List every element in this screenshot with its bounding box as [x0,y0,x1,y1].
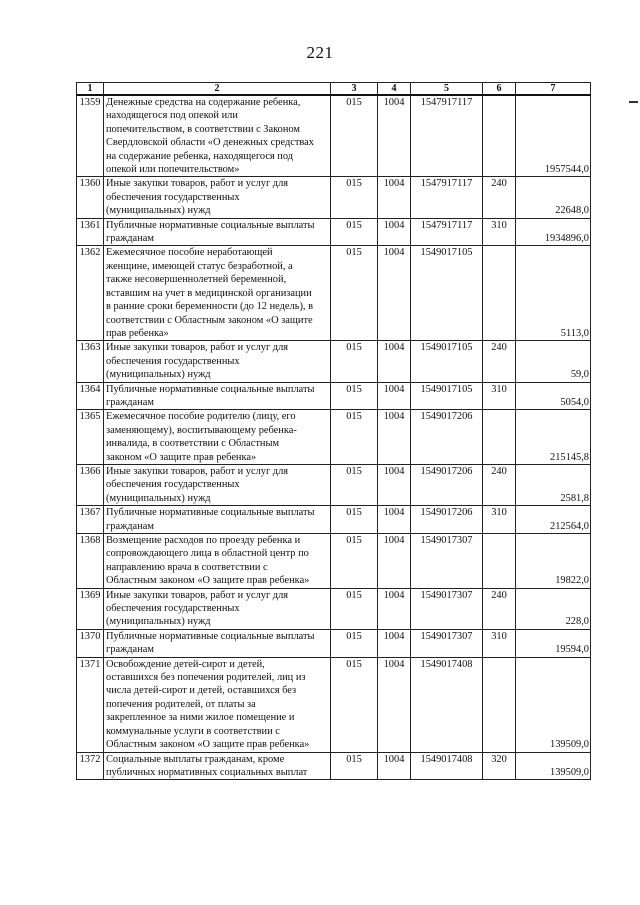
ministry-code: 015 [331,177,378,218]
row-description [104,588,331,629]
target-article-code: 1549017307 [411,534,483,589]
table-row [77,410,591,465]
description-line: Денежные средства на содержание ребенка, [106,97,301,108]
table-row [77,506,591,534]
description-line: Иные закупки товаров, работ и услуг для [106,342,289,354]
table-row [77,629,591,657]
row-description [104,752,331,780]
expense-type-code [483,95,516,177]
amount: 1934896,0 [516,218,591,246]
amount: 139509,0 [516,752,591,780]
header-col-1: 1 [77,83,104,96]
expense-type-code: 310 [483,506,516,534]
description-line: гражданам [106,520,154,532]
description-line: Публичные нормативные социальные выплаты [106,630,315,642]
target-article-code: 1547917117 [411,218,483,246]
amount: 1957544,0 [516,95,591,177]
description-line: числа детей-сирот и детей, оставшихся без [106,685,297,697]
description-line: Ежемесячное пособие неработающей [106,247,273,259]
row-description [104,534,331,589]
expense-type-code: 240 [483,464,516,505]
ministry-code: 015 [331,588,378,629]
row-number: 1371 [77,657,104,752]
description-line: Свердловской области «О денежных средствах [106,137,314,149]
row-number: 1366 [77,464,104,505]
description-line: закрепленное за ними жилое помещение и [106,712,295,724]
ministry-code: 015 [331,629,378,657]
ministry-code: 015 [331,506,378,534]
row-description [104,246,331,341]
table-row [77,752,591,780]
description-line: прав ребенка» [106,327,169,339]
row-number: 1359 [77,95,104,177]
description-line: Публичные нормативные социальные выплаты [106,383,315,395]
table-row [77,382,591,410]
description-line: вставшим на учет в медицинской организации [106,287,312,299]
amount: 2581,8 [516,464,591,505]
table-header [77,83,591,96]
expense-type-code: 310 [483,382,516,410]
expense-type-code: 310 [483,629,516,657]
section-code: 1004 [378,629,411,657]
expense-type-code: 310 [483,218,516,246]
description-line: оставшихся без попечения родителей, лиц из [106,672,306,684]
description-line: направлению врача в соответствии с [106,561,268,573]
description-line: заменяющему), воспитывающему ребенка- [106,424,297,436]
section-code: 1004 [378,341,411,382]
table-row [77,657,591,752]
expense-type-code: 320 [483,752,516,780]
row-number: 1364 [77,382,104,410]
description-line: инвалида, в соответствии с Областным [106,438,280,450]
description-line: Областным законом «О защите прав ребенка» [106,575,310,587]
row-description [104,657,331,752]
description-line: попечительством, в соответствии с Законом [106,123,300,135]
target-article-code: 1549017105 [411,246,483,341]
section-code: 1004 [378,506,411,534]
description-line: законом «О защите прав ребенка» [106,451,257,463]
target-article-code: 1549017105 [411,341,483,382]
description-line: в ранние сроки беременности (до 12 недель), в [106,301,314,313]
description-line: Освобождение детей-сирот и детей, [106,658,265,670]
row-number: 1363 [77,341,104,382]
amount: 22648,0 [516,177,591,218]
target-article-code: 1549017206 [411,506,483,534]
description-line: гражданам [106,396,154,408]
description-line: сопровождающего лица в областной центр по [106,548,309,560]
description-line: также несовершеннолетней беременной, [106,274,287,286]
description-line: на содержание ребенка, находящегося под [106,150,294,162]
table-row [77,95,591,177]
table-row [77,464,591,505]
target-article-code: 1549017206 [411,464,483,505]
section-code: 1004 [378,534,411,589]
row-description [104,341,331,382]
amount: 5113,0 [516,246,591,341]
ministry-code: 015 [331,218,378,246]
table-row [77,177,591,218]
table-body [77,95,591,780]
description-line: обеспечения государственных [106,191,240,203]
description-line: (муниципальных) нужд [106,616,211,628]
description-line: находящегося под опекой или [106,110,238,122]
row-number: 1368 [77,534,104,589]
section-code: 1004 [378,410,411,465]
description-line: гражданам [106,233,154,245]
table-row [77,218,591,246]
section-code: 1004 [378,752,411,780]
ministry-code: 015 [331,246,378,341]
row-number: 1372 [77,752,104,780]
description-line: попечения родителей, от платы за [106,698,256,710]
section-code: 1004 [378,177,411,218]
header-col-6: 6 [483,83,516,96]
description-line: Публичные нормативные социальные выплаты [106,507,315,519]
description-line: гражданам [106,644,154,656]
ministry-code: 015 [331,464,378,505]
row-description [104,218,331,246]
header-col-5: 5 [411,83,483,96]
section-code: 1004 [378,657,411,752]
ministry-code: 015 [331,534,378,589]
expense-type-code: 240 [483,588,516,629]
description-line: Иные закупки товаров, работ и услуг для [106,589,289,601]
target-article-code: 1549017408 [411,752,483,780]
section-code: 1004 [378,218,411,246]
ministry-code: 015 [331,341,378,382]
expense-type-code: 240 [483,341,516,382]
amount: 215145,8 [516,410,591,465]
description-line: Ежемесячное пособие родителю (лицу, его [106,411,296,423]
header-col-4: 4 [378,83,411,96]
row-number: 1367 [77,506,104,534]
header-row [77,83,591,96]
row-number: 1369 [77,588,104,629]
target-article-code: 1549017206 [411,410,483,465]
description-line: обеспечения государственных [106,355,240,367]
row-number: 1370 [77,629,104,657]
table-row [77,588,591,629]
description-line: женщине, имеющей статус безработной, а [106,260,293,272]
description-line: (муниципальных) нужд [106,369,211,381]
row-description [104,410,331,465]
amount: 228,0 [516,588,591,629]
amount: 139509,0 [516,657,591,752]
section-code: 1004 [378,246,411,341]
amount: 59,0 [516,341,591,382]
expense-type-code [483,534,516,589]
description-line: публичных нормативных социальных выплат [106,766,308,778]
description-line: соответствии с Областным законом «О защите [106,314,313,326]
header-col-2: 2 [104,83,331,96]
row-description [104,464,331,505]
description-line: Социальные выплаты гражданам, кроме [106,753,285,765]
target-article-code: 1549017105 [411,382,483,410]
expense-type-code [483,657,516,752]
header-col-3: 3 [331,83,378,96]
budget-table [76,82,591,780]
section-code: 1004 [378,588,411,629]
description-line: (муниципальных) нужд [106,205,211,217]
row-number: 1361 [77,218,104,246]
description-line: Возмещение расходов по проезду ребенка и [106,535,301,546]
description-line: Областным законом «О защите прав ребенка» [106,739,310,751]
row-description [104,506,331,534]
expense-type-code [483,246,516,341]
description-line: коммунальные услуги в соответствии с [106,725,280,737]
target-article-code: 1549017307 [411,629,483,657]
ministry-code: 015 [331,752,378,780]
ministry-code: 015 [331,657,378,752]
ministry-code: 015 [331,95,378,177]
description-line: Иные закупки товаров, работ и услуг для [106,178,289,190]
amount: 212564,0 [516,506,591,534]
target-article-code: 1547917117 [411,177,483,218]
row-description [104,629,331,657]
description-line: Иные закупки товаров, работ и услуг для [106,465,289,477]
description-line: Публичные нормативные социальные выплаты [106,219,315,231]
target-article-code: 1547917117 [411,95,483,177]
table-row [77,534,591,589]
expense-type-code: 240 [483,177,516,218]
page-number: 221 [306,43,334,62]
row-description [104,177,331,218]
target-article-code: 1549017307 [411,588,483,629]
description-line: обеспечения государственных [106,479,240,491]
description-line: (муниципальных) нужд [106,492,211,504]
table-row [77,246,591,341]
section-code: 1004 [378,382,411,410]
header-col-7: 7 [516,83,591,96]
section-code: 1004 [378,464,411,505]
section-code: 1004 [378,95,411,177]
description-line: обеспечения государственных [106,603,240,615]
amount: 5054,0 [516,382,591,410]
row-number: 1362 [77,246,104,341]
description-line: опекой или попечительством» [106,164,240,176]
expense-type-code [483,410,516,465]
ministry-code: 015 [331,382,378,410]
row-description [104,95,331,177]
row-description [104,382,331,410]
row-number: 1365 [77,410,104,465]
ministry-code: 015 [331,410,378,465]
amount: 19822,0 [516,534,591,589]
amount: 19594,0 [516,629,591,657]
row-number: 1360 [77,177,104,218]
margin-mark [629,101,638,103]
target-article-code: 1549017408 [411,657,483,752]
table-row [77,341,591,382]
